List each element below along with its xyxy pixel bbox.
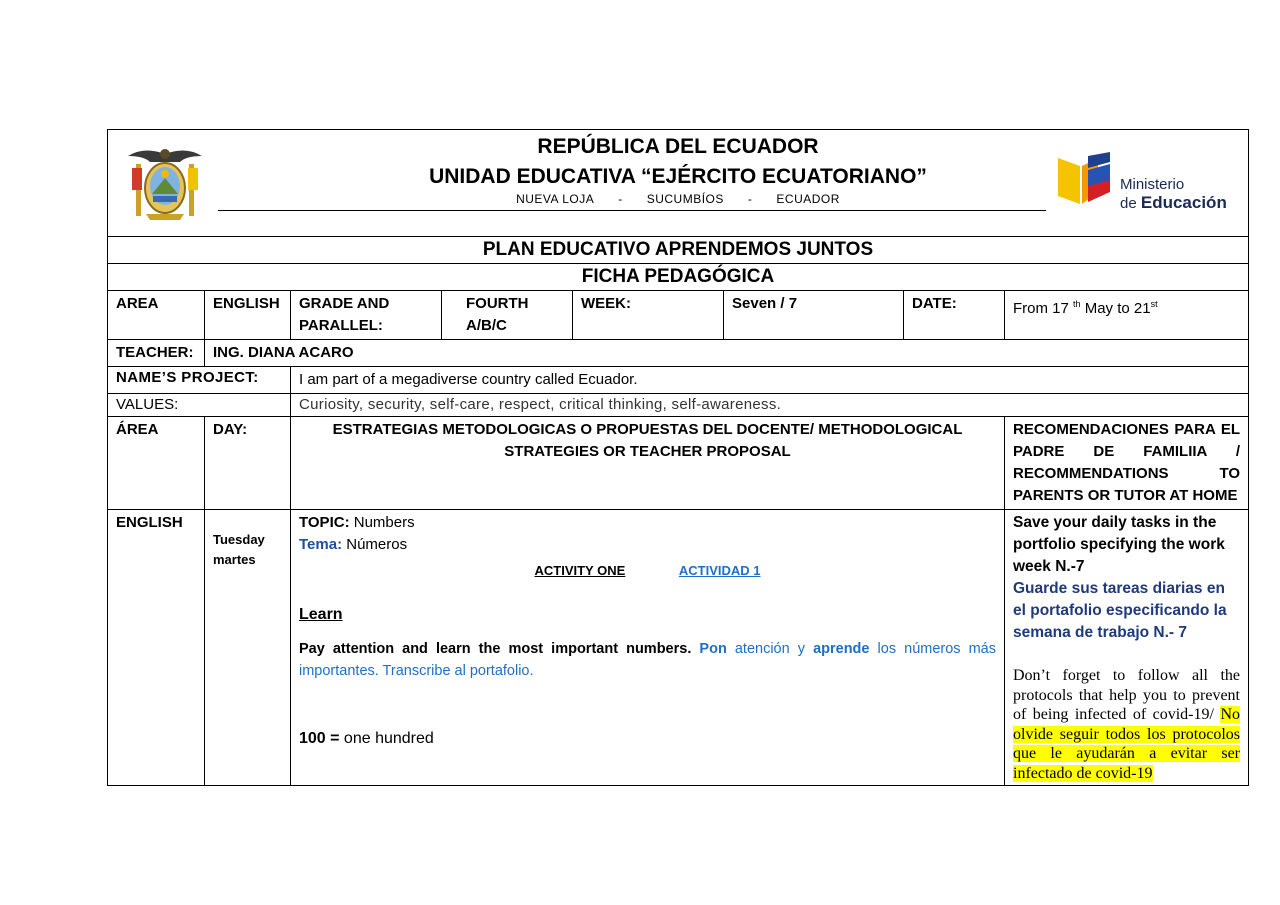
country: ECUADOR — [776, 192, 840, 206]
instr-en: Pay attention and learn the most important numbers. — [299, 641, 692, 657]
ministry-logo-icon — [1058, 152, 1114, 212]
area-label: AREA — [108, 291, 205, 340]
day-english: Tuesday — [213, 532, 265, 547]
instructions — [299, 638, 996, 682]
ministry-name — [1120, 176, 1227, 213]
province: SUCUMBÍOS — [646, 192, 724, 206]
instr-es-3: aprende — [813, 641, 870, 657]
grade-value: FOURTH A/B/C — [442, 291, 573, 340]
number-line — [299, 728, 996, 750]
week-value: Seven / 7 — [724, 291, 904, 340]
lesson-table — [107, 129, 1249, 786]
col-area-header: ÁREA — [108, 417, 205, 510]
instr-es-2: atención y — [726, 641, 814, 657]
number-label: 100 = — [299, 730, 340, 747]
col-strategies-header: ESTRATEGIAS METODOLOGICAS O PROPUESTAS DEL DOCENTE/ METHODOLOGICAL STRATEGIES OR TEACHER PROPOSAL — [291, 417, 1005, 510]
week-label: WEEK: — [573, 291, 724, 340]
topic-value: Numbers — [349, 514, 415, 531]
teacher-value: ING. DIANA ACARO — [205, 340, 1249, 367]
teacher-label: TEACHER: — [108, 340, 205, 367]
learn-heading: Learn — [299, 606, 343, 623]
area-value: ENGLISH — [205, 291, 291, 340]
date-label: DATE: — [904, 291, 1005, 340]
ministry-logo — [1058, 152, 1228, 216]
col-recommendations-header: RECOMENDACIONES PARA EL PADRE DE FAMILIIA / RECOMMENDATIONS TO PARENTS OR TUTOR AT HOME — [1005, 417, 1249, 510]
date-from: From 17 — [1013, 300, 1074, 317]
covid-es: No olvide seguir todos los protocolos que le ayudarán a evitar ser infectado de covid-19 — [1013, 706, 1240, 782]
rec-english: Save your daily tasks in the portfolio specifying the work week N.-7 — [1013, 514, 1225, 575]
tema-line — [299, 534, 996, 556]
activity-en: ACTIVITY ONE — [534, 563, 626, 578]
day-spanish: martes — [213, 552, 256, 567]
header-divider — [218, 210, 1046, 211]
instr-es-4: los números más importantes. Transcribe al portafolio. — [299, 641, 996, 679]
date-mid: May to 21 — [1080, 300, 1151, 317]
body-day — [205, 510, 291, 786]
ministry-line2-wrap — [1120, 194, 1227, 213]
date-th: th — [1073, 299, 1081, 309]
city: NUEVA LOJA — [516, 192, 595, 206]
ministry-line2: Educación — [1140, 193, 1227, 212]
location-separator: - — [618, 192, 623, 206]
recommendations-content — [1005, 510, 1249, 786]
date-st: st — [1150, 299, 1158, 309]
instr-es-1: Pon — [699, 641, 727, 657]
tema-label: Tema: — [299, 536, 343, 553]
col-day-header: DAY: — [205, 417, 291, 510]
plan-subtitle: FICHA PEDAGÓGICA — [108, 264, 1249, 291]
values-label: VALUES: — [108, 394, 291, 417]
covid-note — [1013, 666, 1240, 783]
date-value — [1005, 291, 1249, 340]
school-title: UNIDAD EDUCATIVA “EJÉRCITO ECUATORIANO” — [429, 165, 927, 188]
ministry-prefix: de — [1120, 195, 1141, 212]
topic-label: TOPIC: — [299, 514, 350, 531]
activity-line — [299, 560, 996, 582]
tema-value: Números — [342, 536, 408, 553]
number-value: one hundred — [339, 730, 434, 747]
body-area: ENGLISH — [108, 510, 205, 786]
topic-line — [299, 512, 996, 534]
rec-spanish: Guarde sus tareas diarias en el portafolio especificando la semana de trabajo N.- 7 — [1013, 580, 1227, 641]
grade-label: GRADE AND PARALLEL: — [291, 291, 442, 340]
activity-es: ACTIVIDAD 1 — [678, 563, 761, 578]
plan-title: PLAN EDUCATIVO APRENDEMOS JUNTOS — [108, 237, 1249, 264]
strategies-content — [291, 510, 1005, 786]
ministry-line1: Ministerio — [1120, 176, 1185, 193]
republic-title: REPÚBLICA DEL ECUADOR — [537, 135, 819, 158]
values-value: Curiosity, security, self-care, respect, critical thinking, self-awareness. — [291, 394, 1249, 417]
project-label: NAME’S PROJECT: — [108, 367, 291, 394]
location-separator: - — [747, 192, 753, 206]
project-value: I am part of a megadiverse country called Ecuador. — [291, 367, 1249, 394]
document-header — [108, 130, 1249, 237]
document — [107, 129, 1248, 786]
covid-en: Don’t forget to follow all the protocols that help you to prevent of being infected of covid-19/ — [1013, 667, 1240, 723]
